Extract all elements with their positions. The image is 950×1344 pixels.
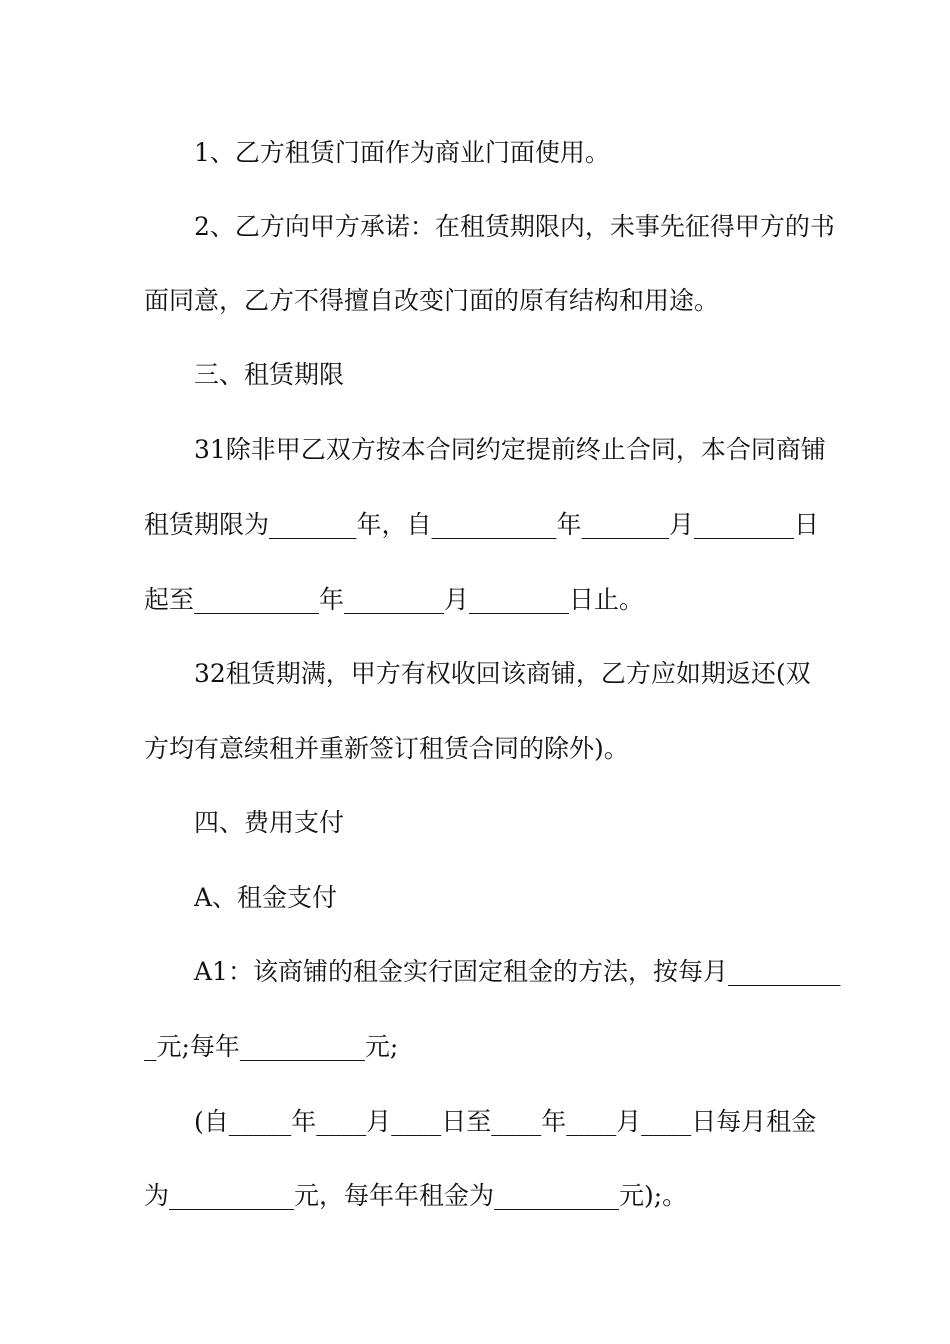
clause-1-use: 1、乙方租赁门面作为商业门面使用。 xyxy=(194,138,610,167)
clause-31-line-2: 租赁期限为_______年，自__________年_______月________日 xyxy=(144,510,820,539)
clause-32-line-2: 方均有意续租并重新签订租赁合同的除外)。 xyxy=(144,734,629,763)
clause-31-line-3: 起至__________年________月________日止。 xyxy=(144,585,645,614)
section-4-heading: 四、费用支付 xyxy=(194,808,345,837)
subsection-a-heading: A、租金支付 xyxy=(194,883,338,912)
clause-31-line-1: 31除非甲乙双方按本合同约定提前终止合同，本合同商铺 xyxy=(194,435,826,464)
clause-2-commitment-line-1: 2、乙方向甲方承诺：在租赁期限内，未事先征得甲方的书 xyxy=(194,212,835,241)
clause-32-line-1: 32租赁期满，甲方有权收回该商铺，乙方应如期返还(双 xyxy=(194,659,811,688)
clause-a1-line-2: _元;每年__________元; xyxy=(144,1032,399,1061)
clause-2-commitment-line-2: 面同意，乙方不得擅自改变门面的原有结构和用途。 xyxy=(144,286,720,315)
section-3-heading: 三、租赁期限 xyxy=(194,360,345,389)
clause-a1-line-1: A1：该商铺的租金实行固定租金的方法，按每月_________ xyxy=(194,957,841,986)
rent-period-line-2: 为__________元，每年年租金为__________元);。 xyxy=(144,1181,688,1210)
rent-period-line-1: (自_____年____月____日至____年____月____日每月租金 xyxy=(194,1107,817,1136)
